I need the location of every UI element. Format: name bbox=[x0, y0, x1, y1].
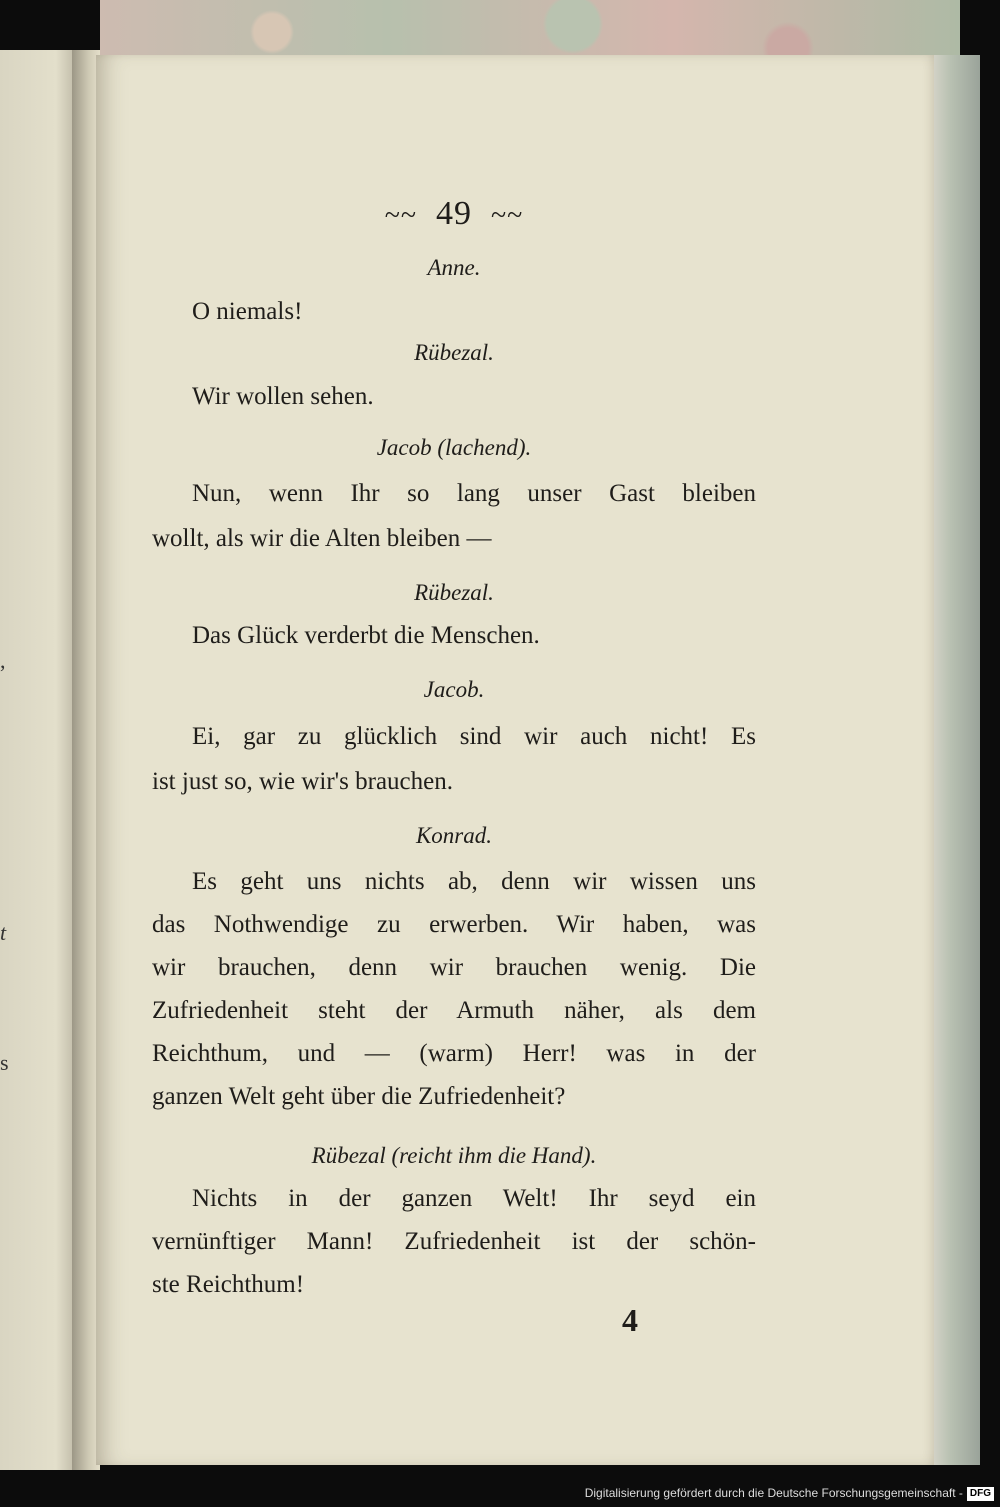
speaker-label: Rübezal. bbox=[414, 340, 494, 365]
speaker-label: Jacob (lachend). bbox=[376, 435, 532, 460]
footer-credit-text: Digitalisierung gefördert durch die Deutsche Forschungsgemeinschaft - bbox=[584, 1486, 963, 1500]
dialogue-line: Es geht uns nichts ab, denn wir wissen uns bbox=[192, 868, 756, 895]
dialogue-line: Wir wollen sehen. bbox=[192, 383, 374, 410]
speaker-label: Anne. bbox=[427, 255, 481, 280]
header-ornament-right: ~~ bbox=[491, 200, 524, 231]
dialogue-line: ist just so, wie wir's brauchen. bbox=[152, 768, 453, 795]
page-header bbox=[152, 195, 756, 233]
dfg-logo: DFG bbox=[967, 1487, 994, 1501]
page-number: 49 bbox=[436, 195, 472, 232]
left-fragment: s bbox=[0, 1050, 9, 1075]
book-page bbox=[96, 55, 934, 1465]
dialogue-line: Reichthum, und — (warm) Herr! was in der bbox=[152, 1040, 756, 1067]
dialogue-line: das Nothwendige zu erwerben. Wir haben, was bbox=[152, 911, 756, 938]
dialogue-line: Zufriedenheit steht der Armuth näher, als dem bbox=[152, 997, 756, 1024]
left-page-edge bbox=[0, 50, 80, 1470]
dialogue-line: O niemals! bbox=[192, 298, 303, 325]
signature-mark: 4 bbox=[622, 1302, 638, 1338]
dialogue-line: Nichts in der ganzen Welt! Ihr seyd ein bbox=[192, 1185, 756, 1212]
speaker-label: Jacob. bbox=[423, 677, 485, 702]
left-fragment: t bbox=[0, 920, 7, 945]
speaker-label: Rübezal. bbox=[414, 580, 494, 605]
left-fragment: , bbox=[0, 648, 6, 673]
book-cover-right-edge bbox=[930, 55, 980, 1465]
dialogue-line: Ei, gar zu glücklich sind wir auch nicht! Es bbox=[192, 723, 756, 750]
header-ornament-left: ~~ bbox=[384, 200, 417, 231]
speaker-label: Rübezal (reicht ihm die Hand). bbox=[311, 1143, 597, 1168]
dialogue-line: ste Reichthum! bbox=[152, 1271, 305, 1298]
dialogue-line: wir brauchen, denn wir brauchen wenig. Die bbox=[152, 954, 756, 981]
dialogue-line: vernünftiger Mann! Zufriedenheit ist der schön- bbox=[152, 1228, 756, 1255]
digitization-footer bbox=[0, 1480, 1000, 1507]
dialogue-line: wollt, als wir die Alten bleiben — bbox=[152, 525, 492, 552]
speaker-label: Konrad. bbox=[415, 823, 493, 848]
dialogue-line: ganzen Welt geht über die Zufriedenheit? bbox=[152, 1083, 566, 1110]
dialogue-line: Nun, wenn Ihr so lang unser Gast bleiben bbox=[192, 480, 756, 507]
dialogue-line: Das Glück verderbt die Menschen. bbox=[192, 622, 540, 649]
